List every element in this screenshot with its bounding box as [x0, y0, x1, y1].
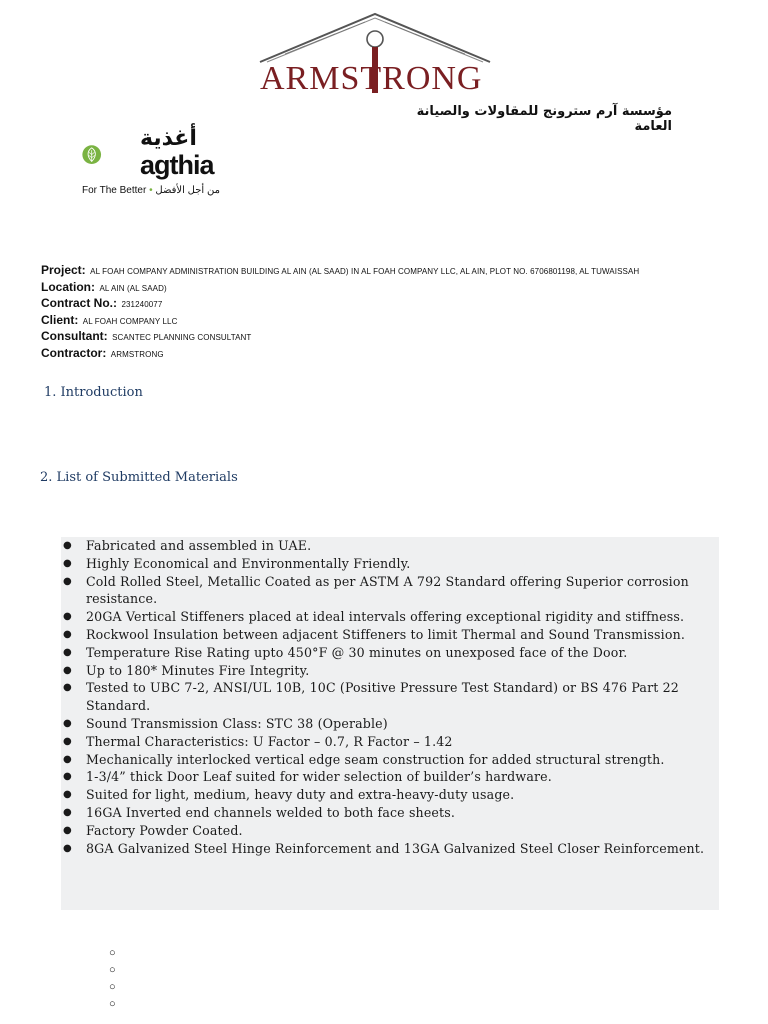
info-location — [41, 279, 639, 296]
hollow-bullet-icon: ○ — [109, 947, 116, 959]
info-consultant — [41, 328, 639, 345]
section-heading-introduction: 1. Introduction — [44, 385, 143, 400]
info-value: AL AIN (AL SAAD) — [99, 283, 167, 293]
list-item: ● 1-3/4” thick Door Leaf suited for wider selection of builder’s hardware. — [63, 769, 552, 785]
info-label: Client: — [41, 312, 79, 327]
info-value: 231240077 — [121, 300, 163, 309]
hollow-bullet-icon: ○ — [109, 981, 116, 993]
list-item: ● Factory Powder Coated. — [63, 822, 243, 838]
bullet-icon: ● — [63, 575, 72, 587]
list-item: ● Rockwool Insulation between adjacent Stiffeners to limit Thermal and Sound Transmission. — [63, 626, 685, 642]
tagline-ar: من أجل الأفضل — [155, 185, 220, 196]
list-item: ● 16GA Inverted end channels welded to both face sheets. — [63, 804, 455, 820]
list-item: ● Mechanically interlocked vertical edge seam construction for added structural strength. — [63, 751, 665, 767]
info-value: SCANTEC PLANNING CONSULTANT — [112, 333, 252, 342]
info-value: AL FOAH COMPANY LLC — [82, 316, 178, 326]
agthia-leaf-icon — [82, 130, 138, 186]
info-contractor — [41, 345, 639, 362]
info-project — [41, 262, 639, 279]
materials-list — [61, 537, 719, 857]
materials-list-box — [61, 537, 719, 910]
info-contract — [41, 295, 639, 312]
bullet-icon: ● — [63, 664, 72, 676]
bullet-icon: ● — [63, 646, 72, 658]
info-label: Contractor: — [41, 345, 107, 360]
tagline-en: For The Better — [82, 185, 147, 196]
hollow-bullet-icon: ○ — [109, 964, 116, 976]
project-info — [41, 262, 639, 361]
bullet-icon: ● — [63, 717, 72, 729]
bullet-icon: ● — [63, 735, 72, 747]
list-item: ● Fabricated and assembled in UAE. — [63, 538, 312, 553]
list-item: ● Highly Economical and Environmentally Friendly. — [63, 555, 411, 571]
info-label: Location: — [41, 279, 95, 294]
list-item: ● Tested to UBC 7-2, ANSI/UL 10B, 10C (Positive Pressure Test Standard) or BS 476 Part 22 Standard. — [63, 680, 679, 714]
bullet-icon: ● — [63, 540, 72, 551]
bullet-icon: ● — [63, 682, 72, 694]
hollow-bullet-icon: ○ — [109, 998, 116, 1010]
info-value: ARMSTRONG — [110, 349, 164, 359]
bullet-icon: ● — [63, 611, 72, 623]
list-item: ● Suited for light, medium, heavy duty and extra-heavy-duty usage. — [63, 787, 515, 803]
bullet-icon: ● — [63, 771, 72, 783]
agthia-arabic-wordmark: أغذية — [140, 126, 197, 151]
section-heading-materials: 2. List of Submitted Materials — [40, 470, 238, 485]
bullet-icon: ● — [63, 753, 72, 765]
list-item: ● 20GA Vertical Stiffeners placed at ideal intervals offering exceptional rigidity and stiffness. — [63, 609, 685, 625]
bullet-icon: ● — [63, 824, 72, 836]
agthia-tagline — [82, 185, 220, 196]
bullet-icon: ● — [63, 789, 72, 801]
info-value: AL FOAH COMPANY ADMINISTRATION BUILDING AL AIN (AL SAAD) IN AL FOAH COMPANY LLC, AL AIN, PLOT NO. 6706801198, AL TUWAISSAH — [90, 267, 640, 276]
info-label: Contract No.: — [41, 296, 117, 310]
info-label: Consultant: — [41, 329, 108, 343]
list-item: ● 8GA Galvanized Steel Hinge Reinforcement and 13GA Galvanized Steel Closer Reinforcement. — [63, 840, 705, 856]
list-item: ● Thermal Characteristics: U Factor – 0.7, R Factor – 1.42 — [63, 733, 453, 749]
bullet-icon: ● — [63, 842, 72, 854]
arabic-company-name: مؤسسة آرم سترونج للمقاولات والصيانة العامة — [416, 104, 672, 134]
tagline-dot: • — [149, 185, 153, 196]
list-item: ● Up to 180* Minutes Fire Integrity. — [63, 662, 310, 678]
agthia-wordmark: agthia — [140, 150, 214, 180]
list-item: ● Temperature Rise Rating upto 450°F @ 30 minutes on unexposed face of the Door. — [63, 644, 628, 660]
info-label: Project: — [41, 263, 86, 277]
bullet-icon: ● — [63, 628, 72, 640]
list-item: ● Sound Transmission Class: STC 38 (Operable) — [63, 715, 388, 731]
empty-sub-list — [109, 945, 116, 1013]
bullet-icon: ● — [63, 557, 72, 569]
armstrong-wordmark: ARMSTRONG — [260, 60, 483, 97]
list-item: ● Cold Rolled Steel, Metallic Coated as per ASTM A 792 Standard offering Superior corrosion resistance. — [63, 573, 689, 607]
bullet-icon: ● — [63, 806, 72, 818]
info-client — [41, 312, 639, 329]
